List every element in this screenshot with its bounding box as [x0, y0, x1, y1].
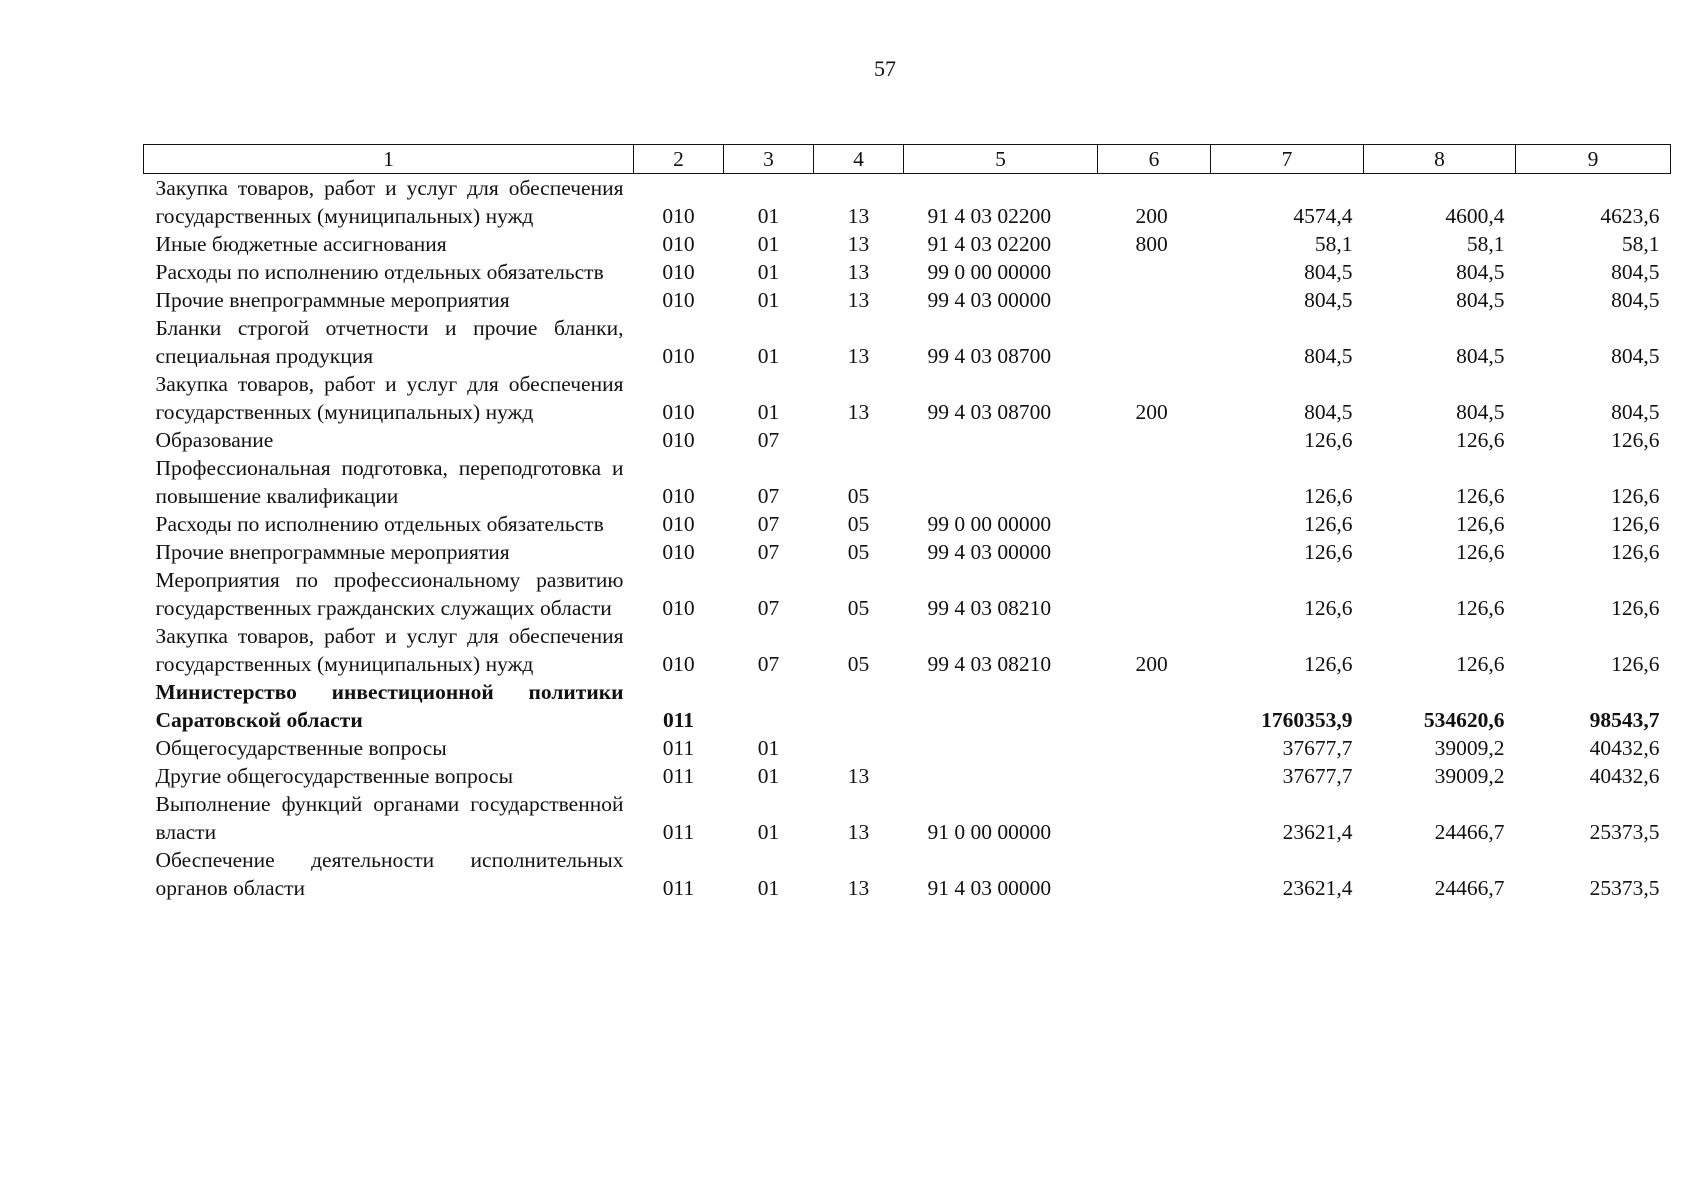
amount-year-1: 126,6	[1304, 512, 1353, 536]
subsection-code: 05	[847, 596, 870, 620]
item-name: Бланки строгой отчетности и прочие бланки, специальная продукция	[155, 316, 624, 368]
header-cell-7: 7	[1211, 145, 1364, 174]
table-row	[144, 678, 1671, 734]
section-code: 07	[757, 596, 780, 620]
ministry-code: 010	[662, 260, 695, 284]
expense-type-code	[1098, 314, 1211, 370]
target-article-code: 99 4 03 08700	[927, 344, 1052, 368]
item-name: Закупка товаров, работ и услуг для обеспечения государственных (муниципальных) нужд	[155, 176, 624, 228]
table-row	[144, 230, 1671, 258]
ministry-code: 010	[662, 204, 695, 228]
amount-year-1: 126,6	[1304, 484, 1353, 508]
amount-year-3: 126,6	[1611, 540, 1660, 564]
subsection-code: 05	[847, 484, 870, 508]
item-name: Выполнение функций органами государственной власти	[155, 792, 624, 844]
ministry-code: 011	[662, 708, 695, 732]
section-code: 07	[757, 512, 780, 536]
item-name: Образование	[155, 428, 274, 452]
amount-year-1: 126,6	[1304, 652, 1353, 676]
amount-year-2: 24466,7	[1434, 820, 1505, 844]
subsection-code: 13	[847, 820, 870, 844]
section-code: 07	[757, 484, 780, 508]
subsection-code: 13	[847, 288, 870, 312]
target-article-code: 99 4 03 00000	[927, 540, 1052, 564]
item-name: Прочие внепрограммные мероприятия	[155, 288, 510, 312]
section-code: 01	[757, 344, 780, 368]
ministry-code: 011	[662, 764, 695, 788]
expense-type-code: 200	[1135, 652, 1168, 676]
table-row	[144, 314, 1671, 370]
section-code: 01	[757, 288, 780, 312]
amount-year-2: 126,6	[1456, 540, 1505, 564]
header-cell-6: 6	[1098, 145, 1211, 174]
item-name: Министерство инвестиционной политики Саратовской области	[155, 680, 624, 732]
amount-year-1: 804,5	[1304, 288, 1353, 312]
ministry-code: 011	[662, 820, 695, 844]
target-article-code: 99 4 03 08210	[927, 596, 1052, 620]
amount-year-3: 40432,6	[1589, 764, 1660, 788]
expense-type-code	[1098, 510, 1211, 538]
amount-year-3: 804,5	[1611, 288, 1660, 312]
amount-year-1: 804,5	[1304, 400, 1353, 424]
amount-year-2: 126,6	[1456, 512, 1505, 536]
amount-year-3: 40432,6	[1589, 736, 1660, 760]
item-name: Обеспечение деятельности исполнительных органов области	[155, 848, 624, 900]
ministry-code: 011	[662, 876, 695, 900]
table-row	[144, 622, 1671, 678]
target-article-code: 91 4 03 02200	[927, 232, 1052, 256]
ministry-code: 010	[662, 652, 695, 676]
amount-year-2: 804,5	[1456, 288, 1505, 312]
section-code: 07	[757, 652, 780, 676]
section-code	[724, 678, 814, 734]
header-row	[144, 145, 1671, 174]
amount-year-3: 98543,7	[1589, 708, 1660, 732]
subsection-code: 13	[847, 400, 870, 424]
section-code: 01	[757, 204, 780, 228]
expense-type-code	[1098, 286, 1211, 314]
budget-table	[143, 144, 1671, 902]
expense-type-code	[1098, 258, 1211, 286]
amount-year-2: 126,6	[1456, 596, 1505, 620]
item-name: Закупка товаров, работ и услуг для обеспечения государственных (муниципальных) нужд	[155, 624, 624, 676]
subsection-code: 13	[847, 260, 870, 284]
ministry-code: 010	[662, 400, 695, 424]
section-code: 01	[757, 260, 780, 284]
amount-year-1: 37677,7	[1282, 764, 1353, 788]
amount-year-3: 126,6	[1611, 596, 1660, 620]
header-cell-8: 8	[1364, 145, 1516, 174]
amount-year-1: 58,1	[1314, 232, 1353, 256]
amount-year-2: 804,5	[1456, 344, 1505, 368]
page-number: 57	[874, 56, 896, 81]
expense-type-code	[1098, 538, 1211, 566]
subsection-code	[814, 678, 904, 734]
section-code: 07	[757, 540, 780, 564]
expense-type-code: 800	[1135, 232, 1168, 256]
subsection-code	[814, 426, 904, 454]
amount-year-3: 126,6	[1611, 428, 1660, 452]
amount-year-2: 126,6	[1456, 428, 1505, 452]
ministry-code: 010	[662, 428, 695, 452]
item-name: Иные бюджетные ассигнования	[155, 232, 447, 256]
amount-year-2: 39009,2	[1434, 736, 1505, 760]
table-row	[144, 790, 1671, 846]
expense-type-code	[1098, 678, 1211, 734]
item-name: Прочие внепрограммные мероприятия	[155, 540, 510, 564]
target-article-code: 99 4 03 00000	[927, 288, 1052, 312]
table-row	[144, 846, 1671, 902]
target-article-code	[904, 734, 1098, 762]
table-row	[144, 174, 1671, 231]
header-cell-3: 3	[724, 145, 814, 174]
target-article-code: 91 0 00 00000	[927, 820, 1052, 844]
amount-year-2: 24466,7	[1434, 876, 1505, 900]
subsection-code: 05	[847, 512, 870, 536]
subsection-code: 05	[847, 652, 870, 676]
amount-year-3: 4623,6	[1600, 204, 1660, 228]
expense-type-code: 200	[1135, 400, 1168, 424]
expense-type-code	[1098, 762, 1211, 790]
target-article-code	[904, 678, 1098, 734]
expense-type-code	[1098, 566, 1211, 622]
expense-type-code	[1098, 790, 1211, 846]
table-row	[144, 454, 1671, 510]
target-article-code: 91 4 03 02200	[927, 204, 1052, 228]
item-name: Расходы по исполнению отдельных обязательств	[155, 260, 604, 284]
table-row	[144, 510, 1671, 538]
subsection-code: 13	[847, 876, 870, 900]
ministry-code: 010	[662, 540, 695, 564]
amount-year-3: 126,6	[1611, 512, 1660, 536]
table-row	[144, 734, 1671, 762]
target-article-code	[904, 762, 1098, 790]
item-name: Другие общегосударственные вопросы	[155, 764, 514, 788]
amount-year-1: 126,6	[1304, 428, 1353, 452]
subsection-code	[814, 734, 904, 762]
amount-year-1: 804,5	[1304, 260, 1353, 284]
header-cell-4: 4	[814, 145, 904, 174]
section-code: 01	[757, 232, 780, 256]
amount-year-2: 534620,6	[1423, 708, 1505, 732]
header-cell-1: 1	[144, 145, 634, 174]
amount-year-1: 126,6	[1304, 540, 1353, 564]
amount-year-2: 804,5	[1456, 260, 1505, 284]
target-article-code	[904, 454, 1098, 510]
item-name: Расходы по исполнению отдельных обязательств	[155, 512, 604, 536]
target-article-code: 91 4 03 00000	[927, 876, 1052, 900]
ministry-code: 010	[662, 232, 695, 256]
target-article-code: 99 0 00 00000	[927, 512, 1052, 536]
ministry-code: 011	[662, 736, 695, 760]
ministry-code: 010	[662, 596, 695, 620]
amount-year-1: 23621,4	[1282, 820, 1353, 844]
header-cell-2: 2	[634, 145, 724, 174]
amount-year-3: 25373,5	[1589, 876, 1660, 900]
subsection-code: 13	[847, 232, 870, 256]
section-code: 07	[757, 428, 780, 452]
amount-year-2: 126,6	[1456, 484, 1505, 508]
ministry-code: 010	[662, 484, 695, 508]
amount-year-1: 126,6	[1304, 596, 1353, 620]
expense-type-code	[1098, 734, 1211, 762]
amount-year-3: 126,6	[1611, 652, 1660, 676]
subsection-code: 13	[847, 344, 870, 368]
amount-year-3: 804,5	[1611, 344, 1660, 368]
subsection-code: 13	[847, 764, 870, 788]
ministry-code: 010	[662, 288, 695, 312]
amount-year-2: 39009,2	[1434, 764, 1505, 788]
table-row	[144, 258, 1671, 286]
section-code: 01	[757, 876, 780, 900]
amount-year-3: 58,1	[1621, 232, 1660, 256]
table-row	[144, 538, 1671, 566]
header-cell-5: 5	[904, 145, 1098, 174]
item-name: Общегосударственные вопросы	[155, 736, 447, 760]
ministry-code: 010	[662, 344, 695, 368]
table-row	[144, 566, 1671, 622]
header-cell-9: 9	[1516, 145, 1671, 174]
item-name: Закупка товаров, работ и услуг для обеспечения государственных (муниципальных) нужд	[155, 372, 624, 424]
amount-year-3: 804,5	[1611, 260, 1660, 284]
expense-type-code	[1098, 454, 1211, 510]
expense-type-code	[1098, 846, 1211, 902]
subsection-code: 05	[847, 540, 870, 564]
target-article-code: 99 4 03 08210	[927, 652, 1052, 676]
amount-year-3: 126,6	[1611, 484, 1660, 508]
expense-type-code: 200	[1135, 204, 1168, 228]
table-row	[144, 762, 1671, 790]
section-code: 01	[757, 764, 780, 788]
section-code: 01	[757, 400, 780, 424]
section-code: 01	[757, 736, 780, 760]
amount-year-2: 126,6	[1456, 652, 1505, 676]
target-article-code: 99 0 00 00000	[927, 260, 1052, 284]
amount-year-1: 804,5	[1304, 344, 1353, 368]
amount-year-2: 58,1	[1466, 232, 1505, 256]
amount-year-1: 4574,4	[1293, 204, 1353, 228]
target-article-code: 99 4 03 08700	[927, 400, 1052, 424]
subsection-code: 13	[847, 204, 870, 228]
amount-year-1: 37677,7	[1282, 736, 1353, 760]
target-article-code	[904, 426, 1098, 454]
section-code: 01	[757, 820, 780, 844]
table-row	[144, 426, 1671, 454]
table-row	[144, 286, 1671, 314]
table-row	[144, 370, 1671, 426]
amount-year-2: 4600,4	[1445, 204, 1505, 228]
item-name: Профессиональная подготовка, переподготовка и повышение квалификации	[155, 456, 624, 508]
amount-year-1: 23621,4	[1282, 876, 1353, 900]
amount-year-3: 25373,5	[1589, 820, 1660, 844]
expense-type-code	[1098, 426, 1211, 454]
ministry-code: 010	[662, 512, 695, 536]
amount-year-3: 804,5	[1611, 400, 1660, 424]
amount-year-1: 1760353,9	[1261, 708, 1353, 732]
item-name: Мероприятия по профессиональному развитию государственных гражданских служащих области	[155, 568, 624, 620]
amount-year-2: 804,5	[1456, 400, 1505, 424]
